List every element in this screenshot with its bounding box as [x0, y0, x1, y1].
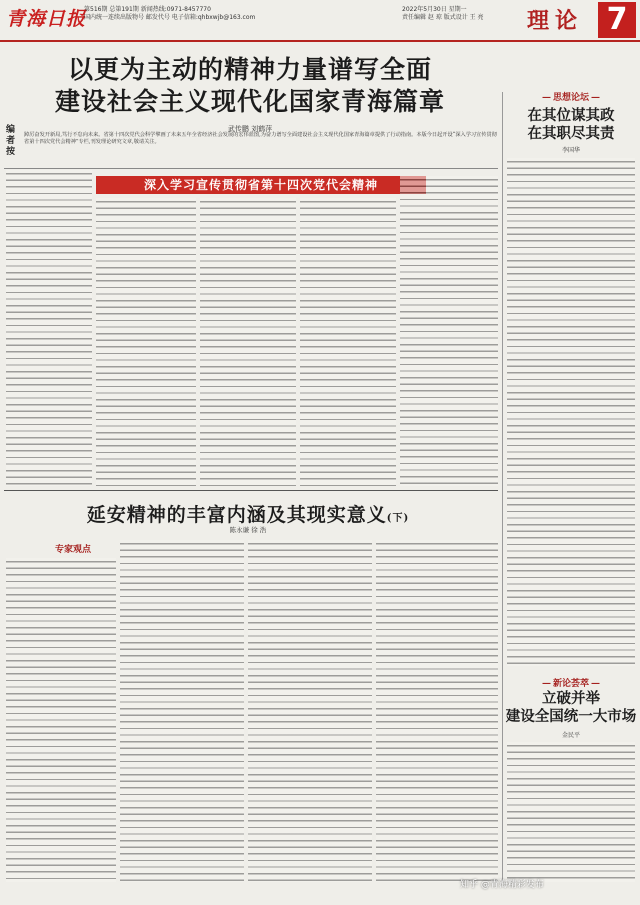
article-divider — [4, 490, 498, 491]
article1-column-1 — [6, 170, 92, 486]
expert-opinion-tag: 专家观点 — [54, 545, 91, 555]
article1-column-4 — [300, 198, 396, 486]
article1-column-5 — [400, 176, 498, 486]
sidebar2-title-line2: 建设全国统一大市场 — [505, 708, 637, 725]
editor-note: 踔厉奋发开新局,笃行不怠向未来。省第十四次党代会科学擘画了未来五年全省经济社会发展的宏伟蓝图,为奋力谱写全面建设社会主义现代化国家青海篇章提供了行动指南。本版今日起开设“深入学习宣传贯彻省第十四次党代会精神”专栏,刊发理论研究文章,敬请关注。 — [24, 132, 497, 145]
masthead — [0, 0, 640, 38]
sidebar-title-line2: 在其职尽其责 — [527, 125, 615, 142]
sidebar2-body — [507, 742, 635, 882]
publication-info-line2: 国内统一连续出版物号 邮发代号 电子信箱:qhbxwjb@163.com — [84, 14, 256, 21]
article2-headline — [48, 500, 448, 527]
sidebar2-tag — [505, 676, 637, 689]
sidebar-body — [507, 158, 635, 666]
section-title: 理论 — [527, 8, 584, 34]
editor-note-label: 编者按 — [6, 125, 16, 157]
sidebar2-title — [505, 690, 637, 726]
publication-info — [84, 6, 255, 22]
main-headline-line2: 建设社会主义现代化国家青海篇章 — [54, 87, 445, 116]
masthead-divider — [0, 40, 640, 42]
main-headline-line1: 以更为主动的精神力量谱写全面 — [67, 55, 432, 84]
date-line: 2022年5月30日 星期一 — [402, 6, 467, 13]
sidebar-tag-text: 思想论坛 — [552, 93, 589, 103]
article2-column-2 — [120, 540, 244, 882]
special-column-banner: 深入学习宣传贯彻省第十四次党代会精神 — [96, 176, 426, 194]
sidebar-author: 李国华 — [561, 147, 580, 154]
sidebar-title — [505, 107, 637, 143]
date-info — [402, 6, 484, 22]
article1-column-3 — [200, 198, 296, 486]
article1-byline: 武传鹏 刘鹤萍 — [227, 125, 273, 133]
page-number-badge: 7 — [598, 2, 636, 38]
article1-column-2 — [96, 198, 196, 486]
sidebar2-tag-text: 新论荟萃 — [552, 679, 589, 689]
article2-headline-text: 延安精神的丰富内涵及其现实意义 — [86, 504, 387, 526]
article2-headline-suffix: (下) — [386, 513, 410, 524]
sidebar-tag — [505, 90, 637, 103]
article2-byline: 陈永谦 徐 浩 — [229, 526, 267, 534]
article2-column-4 — [376, 540, 498, 882]
divider — [4, 168, 498, 169]
publication-info-line1: 第516期 总第191期 新闻热线:0971-8457770 — [84, 6, 211, 13]
article2-column-1 — [6, 558, 116, 882]
editor-line: 责任编辑 赵 琼 版式设计 王 亮 — [402, 14, 484, 21]
main-headline — [0, 54, 500, 118]
watermark: 知乎 @青海精彩发布 — [460, 880, 544, 890]
newspaper-logo: 青海日报 — [6, 8, 87, 30]
sidebar2-author: 金民平 — [561, 732, 580, 739]
sidebar-title-line1: 在其位谋其政 — [527, 107, 615, 124]
article2-column-3 — [248, 540, 372, 882]
sidebar2-title-line1: 立破并举 — [542, 690, 600, 707]
sidebar-divider — [502, 92, 503, 882]
